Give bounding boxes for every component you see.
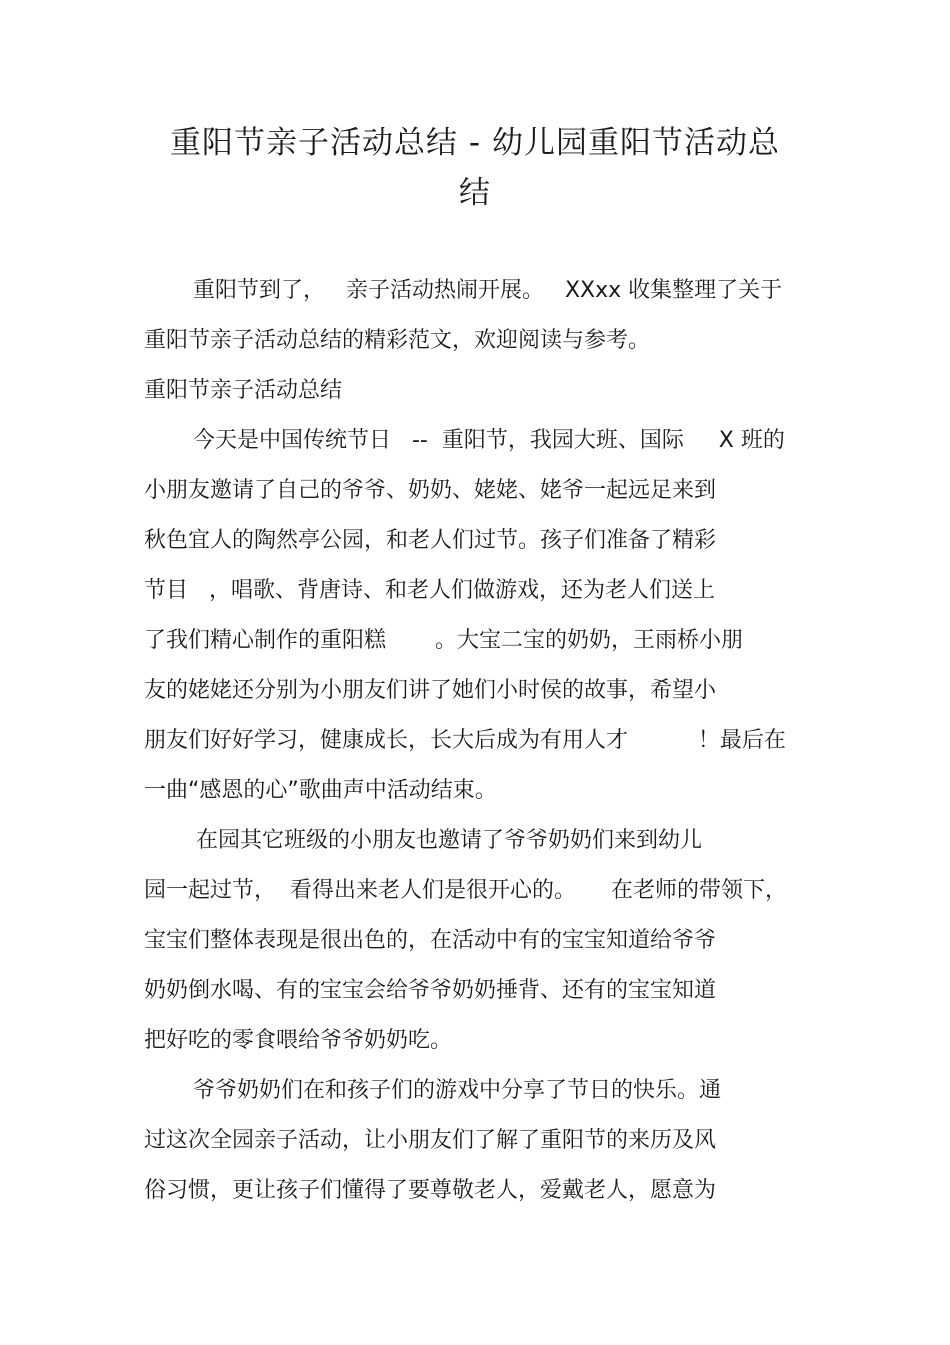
intro-line-2: 重阳节亲子活动总结的精彩范文，欢迎阅读与参考。: [144, 328, 651, 353]
paragraph-3-line-2: 过这次全园亲子活动，让小朋友们了解了重阳节的来历及风: [144, 1128, 717, 1153]
paragraph-1-line-1: 今天是中国传统节日 -- 重阳节，我园大班、国际 X 班的: [193, 428, 785, 453]
paragraph-1-line-8: 一曲“感恩的心”歌曲声中活动结束。: [144, 778, 497, 803]
paragraph-2-line-3: 宝宝们整体表现是很出色的，在活动中有的宝宝知道给爷爷: [144, 928, 717, 953]
section-heading: 重阳节亲子活动总结: [144, 378, 343, 403]
paragraph-1-line-2: 小朋友邀请了自己的爷爷、奶奶、姥姥、姥爷一起远足来到: [144, 478, 717, 503]
paragraph-3-line-3: 俗习惯，更让孩子们懂得了要尊敬老人，爱戴老人，愿意为: [144, 1178, 717, 1203]
paragraph-3-line-1: 爷爷奶奶们在和孩子们的游戏中分享了节日的快乐。通: [193, 1078, 722, 1103]
document-title-line-2: 结: [459, 175, 491, 211]
paragraph-2-line-1: 在园其它班级的小朋友也邀请了爷爷奶奶们来到幼儿: [196, 828, 703, 853]
paragraph-1-line-7: 朋友们好好学习，健康成长，长大后成为有用人才 ！最后在: [144, 728, 786, 753]
paragraph-2-line-4: 奶奶倒水喝、有的宝宝会给爷爷奶奶捶背、还有的宝宝知道: [144, 978, 717, 1003]
paragraph-1-line-4: 节目 ，唱歌、背唐诗、和老人们做游戏，还为老人们送上: [144, 578, 715, 603]
paragraph-2-line-2: 园一起过节， 看得出来老人们是很开心的。 在老师的带领下，: [144, 878, 787, 903]
paragraph-1-line-3: 秋色宜人的陶然亭公园，和老人们过节。孩子们准备了精彩: [144, 528, 717, 553]
paragraph-1-line-6: 友的姥姥还分别为小朋友们讲了她们小时侯的故事，希望小: [144, 678, 717, 703]
paragraph-1-line-5: 了我们精心制作的重阳糕 。大宝二宝的奶奶，王雨桥小朋: [144, 628, 743, 653]
document-title-line-1: 重阳节亲子活动总结 - 幼儿园重阳节活动总: [170, 125, 780, 161]
paragraph-2-line-5: 把好吃的零食喂给爷爷奶奶吃。: [144, 1028, 453, 1053]
intro-line-1: 重阳节到了， 亲子活动热闹开展。 XXxx 收集整理了关于: [193, 278, 783, 303]
